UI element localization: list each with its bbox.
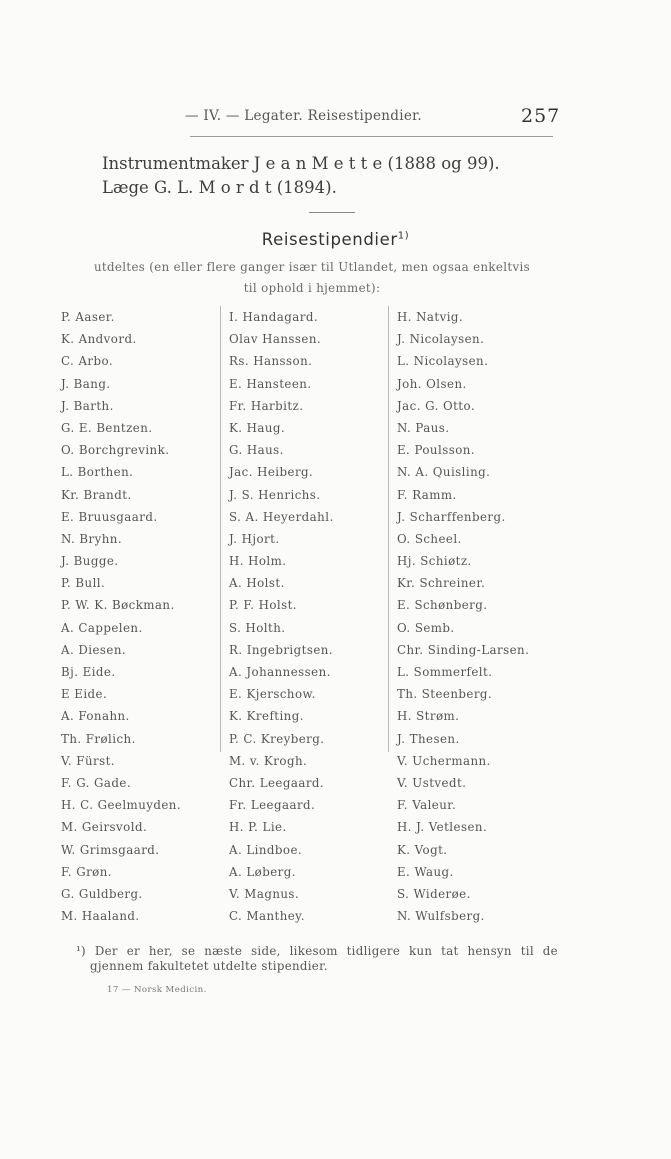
recipient-name: J. Bang. [61,376,111,391]
recipient-name: E. Waug. [397,864,454,879]
recipient-name: J. Nicolaysen. [397,332,485,347]
recipient-name: P. C. Kreyberg. [229,731,325,746]
recipient-name: Kr. Schreiner. [397,576,486,591]
footnote-word: til [520,944,534,958]
signature-mark: 17 — Norsk Medicin. [107,985,207,995]
recipient-name: S. Holth. [229,620,286,635]
section-heading-text: Reisestipendier [261,230,398,249]
column-rule [388,306,389,752]
footnote-word: se [181,944,196,958]
recipient-name: W. Grimsgaard. [61,842,160,857]
recipient-name: E. Schønberg. [397,598,488,613]
recipient-name: F. G. Gade. [61,775,132,790]
footnote-word: næste [204,944,243,958]
recipient-name: N. Bryhn. [61,531,123,546]
recipient-name: Olav Hanssen. [229,332,322,347]
recipient-name: E. Bruusgaard. [61,509,158,524]
recipient-name: A. Cappelen. [61,620,143,635]
recipient-name: L. Borthen. [61,465,134,480]
footnote-line [76,944,558,959]
recipient-name: A. Løberg. [229,864,296,879]
recipient-name: E. Poulsson. [397,443,476,458]
footnote-word: Der [94,944,118,958]
recipient-name: K. Haug. [229,420,286,435]
recipient-name: Bj. Eide. [61,665,116,679]
recipient-name: E. Kjerschow. [229,687,316,702]
recipient-name: K. Vogt. [397,842,448,857]
running-header [0,105,671,134]
recipient-name: C. Manthey. [229,909,305,924]
section-subtitle [76,257,548,299]
recipient-name: J. Scharffenberg. [397,509,506,524]
recipient-name: Fr. Leegaard. [229,798,316,813]
recipient-name: P. Aaser. [61,310,115,324]
recipient-name: P. F. Holst. [229,598,298,613]
page-number: 257 [521,105,561,127]
recipient-name: A. Johannessen. [229,665,331,679]
recipient-name: Rs. Hansson. [229,354,313,369]
recipient-name: F. Valeur. [397,798,457,813]
footnote-word: tat [441,944,459,958]
recipient-name: J. Thesen. [397,731,460,746]
recipient-name: L. Sommerfelt. [397,665,493,679]
recipient-name: Jac. G. Otto. [397,398,476,413]
recipient-name: J. S. Henrichs. [229,487,321,502]
recipient-name: M. Haaland. [61,909,140,924]
recipient-name: G. Guldberg. [61,886,143,901]
recipient-name: J. Bugge. [61,554,119,569]
recipient-name: Chr. Sinding-Larsen. [397,642,530,657]
recipient-name: Kr. Brandt. [61,487,132,502]
names-column-3 [397,306,529,927]
footnote-reference: 1) [397,230,410,242]
recipient-name: H. Natvig. [397,310,464,324]
recipient-name: K. Andvord. [61,332,137,347]
recipient-name: H. Holm. [229,554,287,569]
names-column-1 [61,306,181,927]
recipient-name: Jac. Heiberg. [229,465,314,480]
recipient-name: K. Krefting. [229,709,304,724]
recipient-name: J. Barth. [61,398,114,413]
footnote-word: tidligere [346,944,401,958]
recipient-name: Th. Frølich. [61,731,136,746]
recipient-name: P. W. K. Bøckman. [61,598,175,613]
footnote-marker: ¹) [76,944,86,958]
recipient-name: Hj. Schiøtz. [397,554,472,569]
recipient-name: H. Strøm. [397,709,460,724]
recipient-name: A. Lindboe. [229,842,303,857]
recipient-name: M. v. Krogh. [229,753,308,768]
recipient-name: H. C. Geelmuyden. [61,798,182,813]
recipient-name: V. Ustvedt. [397,775,467,790]
intro-line: Instrumentmaker J e a n M e t t e (1888 og 99). [102,154,500,173]
recipient-name: Th. Steenberg. [397,687,493,702]
section-heading [0,230,671,249]
recipient-name: G. Haus. [229,443,284,458]
running-title: — IV. — Legater. Reisestipendier. [185,108,422,124]
recipient-name: A. Fonahn. [61,709,130,724]
recipient-name: R. Ingebrigtsen. [229,642,334,657]
names-column-2 [229,306,334,927]
recipient-name: L. Nicolaysen. [397,354,489,369]
footnote-line: gjennem fakultetet utdelte stipendier. [90,959,328,973]
names-table [0,306,671,930]
recipient-name: Fr. Harbitz. [229,398,304,413]
subtitle-line: til ophold i hjemmet): [243,281,381,295]
recipient-name: P. Bull. [61,576,106,591]
recipient-name: H. J. Vetlesen. [397,820,488,835]
recipient-name: G. E. Bentzen. [61,420,153,435]
recipient-name: C. Arbo. [61,354,114,369]
recipient-name: A. Diesen. [61,642,127,657]
subtitle-line: utdeltes (en eller flere ganger især til Utlandet, men ogsaa enkeltvis [93,260,531,274]
footnote-word: er [126,944,140,958]
recipient-name: S. Widerøe. [397,886,471,901]
recipient-name: E. Hansteen. [229,376,312,391]
recipient-name: F. Ramm. [397,487,457,502]
recipient-name: Joh. Olsen. [397,376,467,391]
footnote [76,944,558,974]
footnote-word: hensyn [467,944,512,958]
recipient-name: I. Handagard. [229,310,319,324]
recipient-name: O. Scheel. [397,531,462,546]
recipient-name: E Eide. [61,687,108,702]
recipient-name: N. Paus. [397,420,450,435]
column-rule [220,306,221,752]
recipient-name: S. A. Heyerdahl. [229,509,334,524]
recipient-name: H. P. Lie. [229,820,287,835]
intro-block [102,152,500,200]
intro-line: Læge G. L. M o r d t (1894). [102,178,337,197]
section-divider [309,212,355,213]
footnote-word: side, [251,944,281,958]
recipient-name: O. Borchgrevink. [61,443,170,458]
footnote-word: de [542,944,558,958]
recipient-name: O. Semb. [397,620,455,635]
footnote-word: likesom [289,944,338,958]
recipient-name: V. Uchermann. [397,753,491,768]
recipient-name: N. A. Quisling. [397,465,491,480]
recipient-name: F. Grøn. [61,864,112,879]
footnote-word: her, [148,944,173,958]
header-rule [190,136,553,137]
recipient-name: M. Geirsvold. [61,820,148,835]
recipient-name: V. Magnus. [229,886,300,901]
recipient-name: N. Wulfsberg. [397,909,485,924]
recipient-name: A. Holst. [229,576,285,591]
recipient-name: J. Hjort. [229,531,280,546]
recipient-name: Chr. Leegaard. [229,775,325,790]
footnote-word: kun [409,944,433,958]
recipient-name: V. Fürst. [61,753,115,768]
